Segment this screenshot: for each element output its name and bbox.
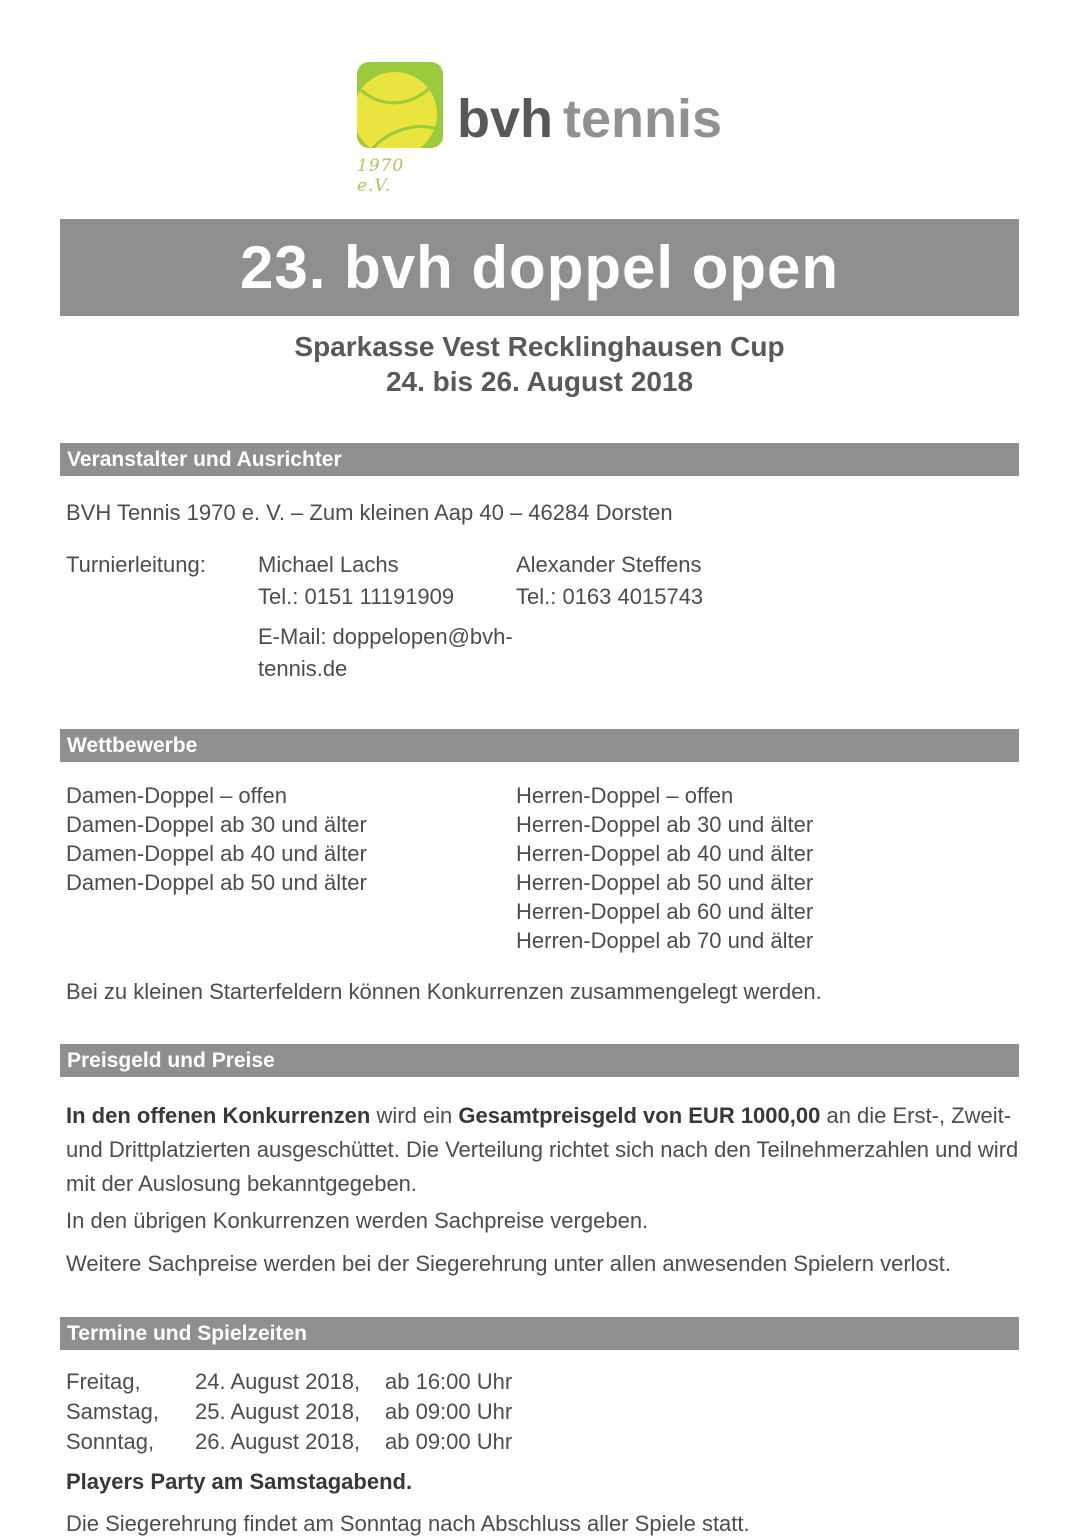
sachpreise-paragraph: In den übrigen Konkurrenzen werden Sachpreise vergeben. (66, 1208, 649, 1233)
competition-item: Damen-Doppel ab 50 und älter (66, 870, 367, 895)
contact-row-email (66, 621, 1019, 685)
competition-item: Herren-Doppel ab 50 und älter (516, 870, 814, 895)
schedule-time: ab 09:00 Uhr (385, 1429, 513, 1454)
subtitle-line1: Sparkasse Vest Recklinghausen Cup (294, 331, 785, 362)
contact-tel-1: Tel.: 0151 11191909 (258, 584, 455, 609)
schedule-date: 24. August 2018, (195, 1369, 361, 1394)
contact-row-phones (66, 581, 1019, 613)
schedule-day: Sonntag, (66, 1429, 155, 1454)
contact-name-1: Michael Lachs (258, 552, 399, 577)
ceremony-note: Die Siegerehrung findet am Sonntag nach Abschluss aller Spiele statt. (66, 1511, 750, 1536)
brand-bold: bvh (456, 89, 553, 149)
players-party-note: Players Party am Samstagabend. (66, 1469, 413, 1494)
logo-mark (357, 62, 443, 196)
schedule-day: Freitag, (66, 1369, 141, 1394)
brand-light: tennis (562, 89, 723, 149)
schedule-row (66, 1397, 1019, 1427)
prize-bold-1: In den offenen Konkurrenzen (66, 1103, 371, 1128)
logo-year: 1970 e.V. (356, 156, 405, 196)
turnierleitung-label: Turnierleitung: (66, 552, 206, 577)
prize-paragraph (60, 1099, 1019, 1201)
section-header-preisgeld: Preisgeld und Preise (60, 1044, 1019, 1077)
brand-wordmark (456, 89, 723, 149)
address-line: BVH Tennis 1970 e. V. – Zum kleinen Aap 40 – 46284 Dorsten (66, 500, 673, 525)
contact-spacer (66, 621, 258, 685)
schedule-time: ab 16:00 Uhr (385, 1369, 513, 1394)
section-header-wettbewerbe: Wettbewerbe (60, 729, 1019, 762)
schedule-row (66, 1367, 1019, 1397)
section-header-termine: Termine und Spielzeiten (60, 1317, 1019, 1350)
contact-tel-2: Tel.: 0163 4015743 (516, 584, 704, 609)
contact-spacer (66, 581, 258, 613)
competitions-grid (60, 781, 1019, 955)
herren-column (516, 781, 1019, 955)
damen-column (66, 781, 516, 955)
subtitle-line2: 24. bis 26. August 2018 (385, 366, 694, 397)
merge-note: Bei zu kleinen Starterfeldern können Konkurrenzen zusammengelegt werden. (66, 979, 822, 1004)
competition-item: Herren-Doppel ab 70 und älter (516, 928, 814, 953)
competition-item: Herren-Doppel ab 30 und älter (516, 812, 814, 837)
competition-item: Herren-Doppel – offen (516, 783, 734, 808)
schedule-row (66, 1427, 1019, 1457)
schedule-table (60, 1367, 1019, 1457)
competition-item: Damen-Doppel ab 40 und älter (66, 841, 367, 866)
contact-row-names (66, 549, 1019, 581)
title-banner (60, 219, 1019, 316)
prize-text-rest: an die Erst-, Zweit- und Drittplatzierten ausgeschüttet. Die Verteilung richtet sich nach den Teilnehmerzahlen und wird mit der Auslosung bekanntgegeben. (66, 1103, 1019, 1196)
content (60, 443, 1019, 1537)
schedule-date: 26. August 2018, (195, 1429, 361, 1454)
competition-item: Damen-Doppel ab 30 und älter (66, 812, 367, 837)
competition-item: Herren-Doppel ab 40 und älter (516, 841, 814, 866)
schedule-time: ab 09:00 Uhr (385, 1399, 513, 1424)
tennis-ball-icon (357, 62, 443, 148)
schedule-day: Samstag, (66, 1399, 159, 1424)
section-header-veranstalter: Veranstalter und Ausrichter (60, 443, 1019, 476)
schedule-date: 25. August 2018, (195, 1399, 361, 1424)
logo (0, 0, 1079, 196)
page-title: 23. bvh doppel open (239, 234, 840, 301)
competition-item: Herren-Doppel ab 60 und älter (516, 899, 814, 924)
prize-bold-2: Gesamtpreisgeld von EUR 1000,00 (458, 1103, 821, 1128)
subtitle (0, 329, 1079, 399)
raffle-paragraph: Weitere Sachpreise werden bei der Siegerehrung unter allen anwesenden Spielern verlost. (66, 1251, 952, 1276)
contact-table (60, 549, 1019, 685)
contact-email: E-Mail: doppelopen@bvh-tennis.de (258, 624, 513, 681)
contact-name-2: Alexander Steffens (516, 552, 702, 577)
competition-item: Damen-Doppel – offen (66, 783, 287, 808)
prize-text-mid: wird ein (370, 1103, 459, 1128)
